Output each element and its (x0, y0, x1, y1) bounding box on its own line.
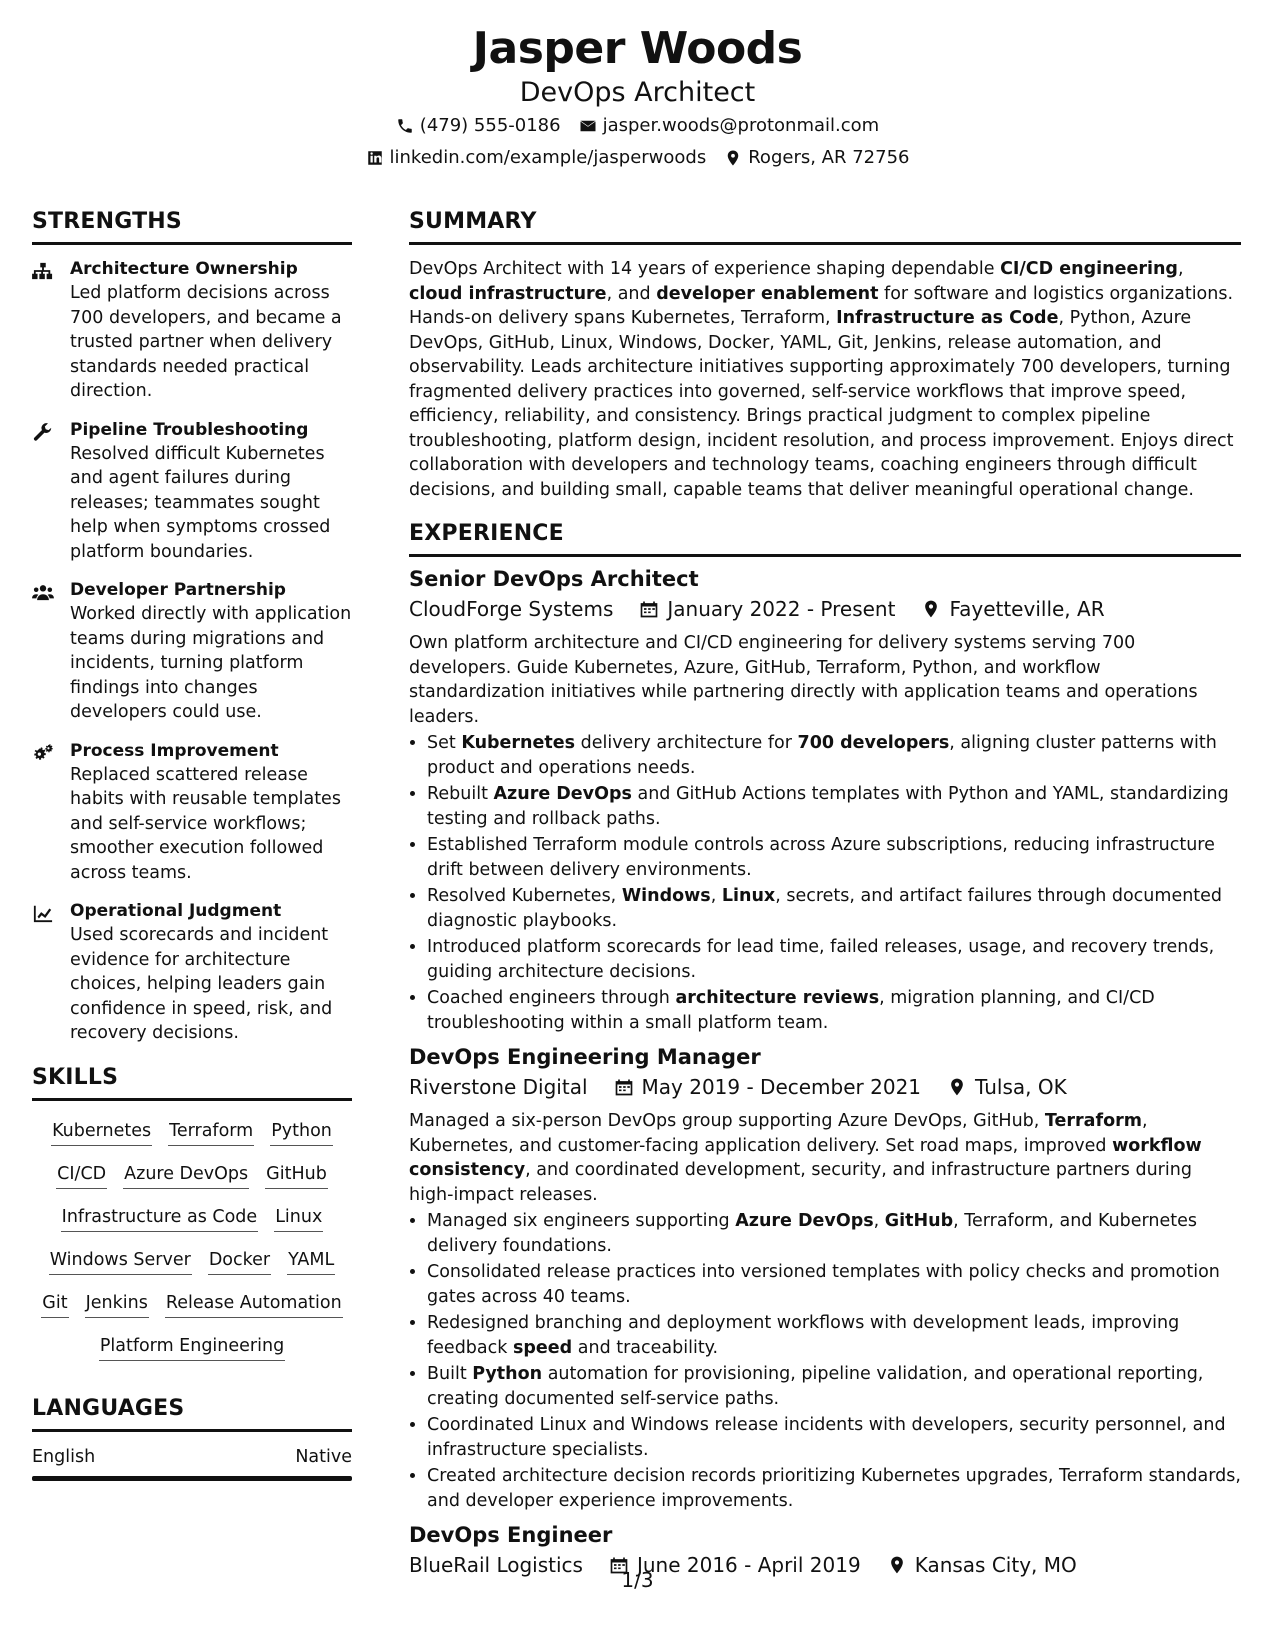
strength-body (70, 418, 352, 565)
strength-description: Worked directly with application teams during migrations and incidents, turning platform findings into changes developers could use. (70, 604, 352, 722)
job-bullets (409, 731, 1241, 1035)
skill-tag: Kubernetes (51, 1119, 152, 1146)
job-company: CloudForge Systems (409, 597, 614, 621)
email-contact[interactable] (579, 110, 880, 142)
job-location: Kansas City, MO (914, 1553, 1077, 1577)
section-divider (32, 1429, 352, 1432)
job-description: Own platform architecture and CI/CD engineering for delivery systems serving 700 developers. Guide Kubernetes, Azure, GitHub, Terraform, Python, and workflow standardization initiatives while partnering directly with application teams and operations leaders. (409, 633, 1198, 727)
job-bullet: • Built Python automation for provisioning, pipeline validation, and operational reporting, creating documented self-service paths. (427, 1362, 1241, 1411)
contact-row-1 (0, 110, 1275, 142)
job-bullet: • Created architecture decision records prioritizing Kubernetes upgrades, Terraform standards, and developer experience improvements. (427, 1464, 1241, 1513)
job-meta (409, 593, 1241, 625)
users-icon (32, 578, 56, 725)
summary-heading: SUMMARY (409, 209, 537, 234)
job-bullet: • Coached engineers through architecture reviews, migration planning, and CI/CD troubleshooting within a small platform team. (427, 986, 1241, 1035)
strength-title: Operational Judgment (70, 901, 282, 921)
skill-tag: Linux (274, 1205, 323, 1232)
right-column (409, 208, 1241, 1587)
strength-item (32, 418, 352, 565)
skill-row (36, 1248, 348, 1275)
skill-tag: Docker (208, 1248, 271, 1275)
job-bullets (409, 1209, 1241, 1513)
strength-body (70, 257, 352, 404)
skill-tag: Infrastructure as Code (61, 1205, 259, 1232)
strength-description: Used scorecards and incident evidence for architecture choices, helping leaders gain confidence in speed, risk, and recovery decisions. (70, 925, 333, 1043)
linkedin-icon (366, 149, 384, 167)
skill-tag: Platform Engineering (99, 1334, 285, 1361)
sitemap-icon (32, 257, 56, 404)
skill-row (36, 1119, 348, 1146)
strength-title: Developer Partnership (70, 580, 286, 600)
strength-description: Led platform decisions across 700 developers, and became a trusted partner when delivery standards needed practical direction. (70, 283, 342, 401)
phone-text: (479) 555-0186 (419, 115, 561, 136)
skill-tag: Jenkins (85, 1291, 149, 1318)
skill-tag: Release Automation (165, 1291, 343, 1318)
language-name: English (32, 1446, 96, 1467)
strength-body (70, 739, 352, 886)
linkedin-text: linkedin.com/example/jasperwoods (389, 147, 707, 168)
strengths-list (32, 257, 352, 1046)
left-column (32, 208, 352, 1481)
job-dates: May 2019 - December 2021 (641, 1075, 922, 1099)
skill-row (36, 1205, 348, 1232)
job-entry (409, 565, 1241, 1035)
skill-tag: Git (41, 1291, 68, 1318)
skill-row (36, 1162, 348, 1189)
job-bullet: • Introduced platform scorecards for lead time, failed releases, usage, and recovery trends, guiding architecture decisions. (427, 935, 1241, 984)
language-level: Native (295, 1446, 352, 1467)
strength-item (32, 578, 352, 725)
languages-list (32, 1444, 352, 1481)
strength-item (32, 739, 352, 886)
calendar-icon (639, 599, 659, 619)
map-marker-icon (724, 149, 742, 167)
job-bullet: • Coordinated Linux and Windows release incidents with developers, security personnel, and infrastructure specialists. (427, 1413, 1241, 1462)
job-description: Managed a six-person DevOps group supporting Azure DevOps, GitHub, Terraform, Kubernetes, and customer-facing application delivery. Set road maps, improved workflow consistency, and coordinated development, security, and infrastructure partners during high-impact releases. (409, 1111, 1202, 1205)
job-title: DevOps Engineering Manager (409, 1045, 761, 1069)
envelope-icon (579, 117, 597, 135)
strength-title: Process Improvement (70, 740, 279, 761)
summary-text: DevOps Architect with 14 years of experience shaping dependable CI/CD engineering, cloud infrastructure, and developer enablement for software and logistics organizations. Hands-on delivery spans Kubernetes, Terraform, Infrastructure as Code, Python, Azure DevOps, GitHub, Linux, Windows, Docker, YAML, Git, Jenkins, release automation, and observability. Leads architecture initiatives supporting approximately 700 developers, turning fragmented delivery practices into governed, self-service workflows that improve speed, efficiency, reliability, and consistency. Brings practical judgment to complex pipeline troubleshooting, platform design, incident resolution, and process improvement. Enjoys direct collaboration with developers and technology teams, coaching engineers through difficult decisions, and building small, capable teams that deliver meaningful operational change. (409, 259, 1234, 500)
job-bullet: • Consolidated release practices into versioned templates with policy checks and promotion gates across 40 teams. (427, 1260, 1241, 1309)
candidate-title: DevOps Architect (519, 77, 756, 108)
phone-contact[interactable] (396, 110, 561, 142)
strength-body (70, 578, 352, 725)
map-marker-icon (947, 1077, 967, 1097)
skill-tag: Python (270, 1119, 333, 1146)
languages-heading: LANGUAGES (32, 1395, 185, 1421)
section-divider (409, 242, 1241, 245)
chart-line-icon (32, 899, 56, 1046)
wrench-icon (32, 418, 56, 565)
experience-list (409, 565, 1241, 1581)
map-marker-icon (921, 599, 941, 619)
job-bullet: • Established Terraform module controls across Azure subscriptions, reducing infrastructure drift between delivery environments. (427, 833, 1241, 882)
section-divider (32, 1098, 352, 1101)
job-meta (409, 1071, 1241, 1103)
job-dates: January 2022 - Present (667, 597, 896, 621)
strength-description: Replaced scattered release habits with reusable templates and self-service workflows; smoother execution followed across teams. (70, 764, 341, 883)
language-row (32, 1444, 352, 1470)
location-text: Rogers, AR 72756 (748, 147, 910, 168)
skills-list (32, 1113, 352, 1361)
linkedin-contact[interactable] (366, 142, 707, 174)
job-entry (409, 1043, 1241, 1513)
job-location: Fayetteville, AR (949, 597, 1105, 621)
job-company: Riverstone Digital (409, 1075, 588, 1099)
skill-tag: GitHub (265, 1162, 328, 1189)
strengths-heading: STRENGTHS (32, 209, 182, 234)
strength-body (70, 899, 352, 1046)
skill-tag: Terraform (168, 1119, 254, 1146)
calendar-icon (614, 1077, 634, 1097)
job-location: Tulsa, OK (975, 1075, 1067, 1099)
job-bullet: • Managed six engineers supporting Azure DevOps, GitHub, Terraform, and Kubernetes delivery foundations. (427, 1209, 1241, 1258)
skills-heading: SKILLS (32, 1064, 119, 1090)
strength-title: Architecture Ownership (70, 259, 298, 279)
section-divider (32, 242, 352, 245)
skill-tag: Azure DevOps (123, 1162, 249, 1189)
job-company: BlueRail Logistics (409, 1553, 583, 1577)
strength-item (32, 257, 352, 404)
skill-tag: YAML (287, 1248, 335, 1275)
language-proficiency-bar (32, 1476, 352, 1481)
skill-tag: CI/CD (56, 1162, 107, 1189)
job-bullet: • Rebuilt Azure DevOps and GitHub Actions templates with Python and YAML, standardizing testing and rollback paths. (427, 782, 1241, 831)
job-bullet: • Redesigned branching and deployment workflows with development leads, improving feedback speed and traceability. (427, 1311, 1241, 1360)
job-bullet: • Resolved Kubernetes, Windows, Linux, secrets, and artifact failures through documented diagnostic playbooks. (427, 884, 1241, 933)
candidate-name: Jasper Woods (472, 23, 803, 74)
skill-row (36, 1291, 348, 1318)
job-title: Senior DevOps Architect (409, 567, 699, 591)
experience-heading: EXPERIENCE (409, 521, 564, 546)
strength-description: Resolved difficult Kubernetes and agent failures during releases; teammates sought help when symptoms crossed platform boundaries. (70, 443, 331, 562)
skill-row (36, 1334, 348, 1361)
email-text: jasper.woods@protonmail.com (602, 115, 880, 136)
job-dates: June 2016 - April 2019 (636, 1553, 861, 1577)
job-title: DevOps Engineer (409, 1523, 613, 1547)
strength-item (32, 899, 352, 1046)
job-bullet: • Set Kubernetes delivery architecture for 700 developers, aligning cluster patterns with product and operations needs. (427, 731, 1241, 780)
strength-title: Pipeline Troubleshooting (70, 419, 309, 440)
section-divider (409, 554, 1241, 557)
gears-icon (32, 739, 56, 886)
location-contact (724, 142, 909, 174)
page-number: 1/3 (621, 1568, 654, 1592)
phone-icon (396, 117, 414, 135)
resume-header (0, 22, 1275, 174)
skill-tag: Windows Server (49, 1248, 192, 1275)
contact-row-2 (0, 142, 1275, 174)
